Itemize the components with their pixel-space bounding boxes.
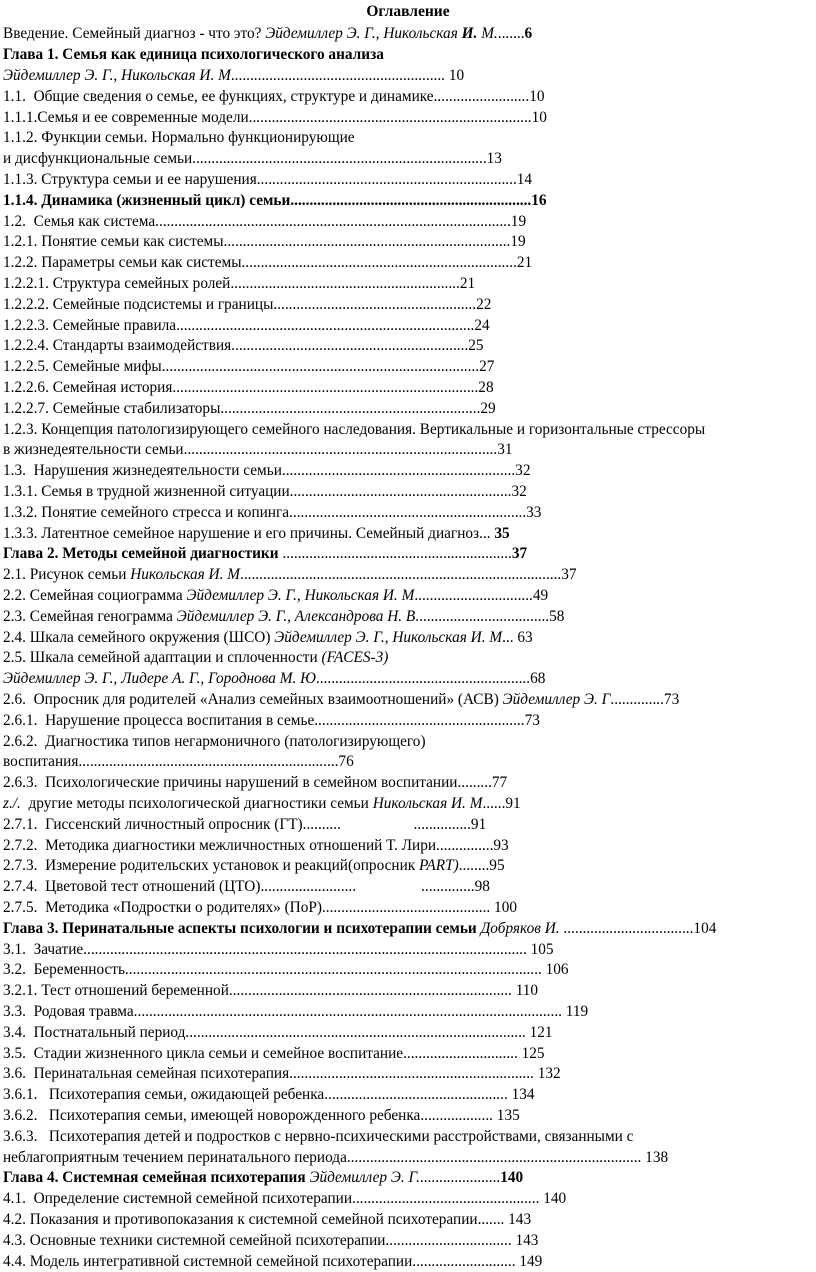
toc-entry-text: ......91 [482,794,521,812]
toc-entry [3,1210,531,1230]
toc-entry [3,565,577,585]
toc-entry-text: 1.2.2.1. Структура семейных ролей............................................................21 [3,274,476,292]
toc-entry [3,1044,545,1064]
toc-entry-text: ...................................58 [415,607,565,625]
toc-entry [3,108,547,128]
toc-entry [3,628,533,648]
toc-entry [3,1085,535,1105]
toc-entry [3,253,532,273]
toc-entry-text: 1.3. Нарушения жизнедеятельности семьи.............................................................32 [3,462,531,480]
toc-entry-text: 3.3. Родовая травма................................................................................................................ 119 [3,1002,589,1020]
toc-entry-text: 4.4. Модель интегративной системной семейной психотерапии........................... 149 [3,1252,543,1270]
toc-entry [3,877,490,897]
toc-entry-text: 1.3.3. Латентное семейное нарушение и его причины. Семейный диагноз... [3,524,495,542]
toc-entry-text: ..................... [419,1169,501,1187]
toc-entry [3,274,475,294]
toc-entry [3,919,716,939]
toc-entry-text: z./. [3,794,21,812]
toc-entry [3,212,526,232]
toc-entry-text: 2.3. Семейная генограмма [3,607,177,625]
toc-entry-text: ..............73 [610,690,680,708]
toc-entry-text: М. [481,25,498,43]
toc-entry-text: Эйдемиллер Э. Г., Никольская И. М [274,628,503,646]
toc-entry [3,1002,588,1022]
toc-entry-text: 1.2.2. Параметры семьи как системы........................................................................21 [3,254,533,272]
toc-entry [3,66,464,86]
toc-entry-text: 6 [524,25,533,43]
toc-entry-text: Добряков И. [480,919,560,937]
toc-entry-text: 2.7.4. Цветовой тест отношений (ЦТО)......................... ..............98 [3,878,490,896]
toc-entry [3,87,545,107]
toc-entry [3,794,521,814]
toc-entry-text: 3.4. Постнатальный период......................................................................................... 121 [3,1023,553,1041]
toc-title: Оглавление [366,3,450,20]
toc-entry-text: 35 [494,524,510,542]
toc-entry-text: 2.6. Опросник для родителей «Анализ семейных взаимоотношений» (АСВ) [3,690,503,708]
toc-entry [3,1231,538,1251]
toc-entry [3,1148,668,1168]
toc-entry-text: Глава 3. Перинатальные аспекты психологии и психотерапии семьи [3,919,481,937]
toc-entry-text: Эйдемиллер Э. Г. [309,1169,420,1187]
toc-entry-text: 2.7.2. Методика диагностики межличностных отношений Т. Лири...............93 [3,836,509,854]
toc-entry-text: 2.7.1. Гиссенский личностный опросник (ГТ).......... ...............91 [3,815,487,833]
toc-entry [3,711,540,731]
toc-entry-text: 3.1. Зачатие.................................................................................................................... 105 [3,940,554,958]
toc-entry-text: Эйдемиллер Э. Г., Александрова Н. В [176,607,416,625]
toc-entry [3,1252,542,1272]
toc-entry [3,1023,553,1043]
toc-entry-text: ....... [497,25,525,43]
toc-entry [3,336,484,356]
toc-entry-text: 2.6.1. Нарушение процесса воспитания в семье.......................................................73 [3,711,540,729]
toc-entry-text: 2.6.3. Психологические причины нарушений в семейном воспитании.........77 [3,774,508,792]
toc-entry-text: ........................................................68 [315,670,546,688]
toc-entry-text: 1.3.2. Понятие семейного стресса и копинга..............................................................33 [3,503,542,521]
toc-entry [3,898,517,918]
toc-entry [3,1189,566,1209]
toc-entry-text: 3.6.3. Психотерапия детей и подростков с нервно-психическими расстройствами, связанными с [3,1127,634,1145]
toc-entry-text: 2.1. Рисунок семьи [3,566,131,584]
toc-entry [3,524,510,544]
toc-entry [3,232,526,252]
toc-entry [3,607,564,627]
toc-entry-text: Введение. Семейный диагноз - что это? [3,25,266,43]
toc-entry [3,669,545,689]
toc-entry-text: 3.5. Стадии жизненного цикла семьи и семейное воспитание.............................. 125 [3,1044,545,1062]
toc-entry-text: ........................................................ 10 [230,66,465,84]
toc-entry-text: 1.2.2.5. Семейные мифы...................................................................................27 [3,358,495,376]
toc-entry-text: воспитания....................................................................76 [3,753,354,771]
toc-entry-text: ............................................................ [282,545,512,563]
toc-entry [3,732,426,752]
toc-entry [3,752,354,772]
toc-entry [3,316,490,336]
toc-entry-text: 3.2.1. Тест отношений беременной.......................................................................... 110 [3,982,539,1000]
toc-entry-text: Никольская И. М [372,794,483,812]
toc-entry-text: (FACES-3) [321,649,389,667]
toc-entry-text: 1.2.2.2. Семейные подсистемы и границы.....................................................22 [3,295,492,313]
toc-entry [3,149,502,169]
toc-entry-text: 1.2.2.3. Семейные правила..............................................................................24 [3,316,490,334]
toc-entry-text: ........95 [458,857,505,875]
toc-entry-text: 37 [511,545,528,563]
toc-entry-text: 4.3. Основные техники системной семейной психотерапии................................. 143 [3,1231,539,1249]
toc-entry-text: 1.1.1.Семья и ее современные модели..........................................................................10 [3,108,547,126]
toc-entry [3,544,527,564]
toc-entry [3,503,541,523]
toc-entry-text: Эйдемиллер Э. Г., Никольская [265,25,462,43]
toc-entry-text: 2.7.3. Измерение родительских установок и реакций(опросник [3,857,420,875]
toc-entry-text: PART) [419,857,459,875]
toc-entry [3,378,494,398]
toc-entry [3,773,507,793]
toc-entry-text: 1.1.3. Структура семьи и ее нарушения....................................................................14 [3,170,533,188]
toc-entry [3,461,530,481]
toc-entry-text: 3.6. Перинатальная семейная психотерапия................................................................ 132 [3,1065,561,1083]
toc-entry-text: ..................................104 [559,919,717,937]
toc-entry [3,856,505,876]
toc-entry-text: неблагоприятным течением перинатального периода............................................................................. 138 [3,1148,669,1166]
toc-entry [3,420,705,440]
toc-entry-text: 4.1. Определение системной семейной психотерапии................................................. 140 [3,1190,567,1208]
toc-entry-text: Эйдемиллер Э. Г., Никольская И. М [186,586,415,604]
toc-entry-text: другие методы психологической диагностики семьи [20,794,373,812]
toc-entry [3,586,548,606]
toc-entry [3,1064,561,1084]
toc-entry [3,960,569,980]
toc-entry-text: Эйдемиллер Э. Г., Никольская И. М [3,66,231,84]
toc-entry-text: и дисфункциональные семьи.............................................................................13 [3,150,502,168]
toc-entry-text: 2.5. Шкала семейной адаптации и сплоченности [3,649,322,667]
toc-entry-text: И. [461,25,482,43]
toc-entry [3,836,509,856]
toc-entry [3,357,494,377]
toc-entry-text: 4.2. Показания и противопоказания к системной семейной психотерапии....... 143 [3,1210,532,1228]
toc-entry [3,191,547,211]
toc-entry-text: 2.4. Шкала семейного окружения (ШСО) [3,628,275,646]
toc-entry [3,440,513,460]
toc-entry [3,940,554,960]
toc-entry-text: 1.1.4. Динамика (жизненный цикл) семьи...............................................................16 [3,191,547,209]
toc-entry-text: 1.1.2. Функции семьи. Нормально функционирующие [3,129,355,147]
toc-entry [3,1127,633,1147]
toc-entry-text: в жизнедеятельности семьи..................................................................................31 [3,441,513,459]
toc-entry-text: 3.2. Беременность............................................................................................................. 106 [3,961,569,979]
toc-entry [3,295,491,315]
toc-entry-text: 2.7.5. Методика «Подростки о родителях» (ПоР)............................................ 100 [3,898,517,916]
toc-entry [3,45,384,65]
toc-entry-text: 2.2. Семейная социограмма [3,586,187,604]
toc-entry [3,1106,520,1126]
toc-entry [3,1168,523,1188]
toc-entry-text: 140 [500,1169,524,1187]
toc-entry-text: 1.2.3. Концепция патологизирующего семейного наследования. Вертикальные и горизонтальные стрессоры [3,420,706,438]
toc-entry [3,981,538,1001]
toc-entry-text: 1.1. Общие сведения о семье, ее функциях, структуре и динамике.........................10 [3,87,545,105]
toc-entry-text: ....................................................................................37 [240,566,577,584]
toc-entry-text: Эйдемиллер Э. Г [502,690,611,708]
toc-entry [3,24,532,44]
toc-entry [3,170,532,190]
toc-entry [3,690,679,710]
toc-entry-text: 2.6.2. Диагностика типов негармоничного (патологизирующего) [3,732,426,750]
toc-entry [3,482,527,502]
toc-entry-text: Глава 2. Методы семейной диагностики [3,545,283,563]
toc-entry-text: 1.2.1. Понятие семьи как системы...........................................................................19 [3,233,526,251]
toc-entry [3,399,496,419]
toc-entry-text: 1.2.2.4. Стандарты взаимодействия..............................................................25 [3,337,484,355]
toc-entry-text: 1.2.2.7. Семейные стабилизаторы....................................................................29 [3,399,496,417]
toc-entry-text: Никольская И. М [130,566,240,584]
toc-entry [3,648,388,668]
toc-entry-text: 1.3.1. Семья в трудной жизненной ситуации..........................................................32 [3,482,527,500]
toc-entry [3,815,486,835]
toc-entry-text: Эйдемиллер Э. Г., Лидере А. Г., Городнова М. Ю [3,670,316,688]
toc-entry-text: Глава 4. Системная семейная психотерапия [3,1169,310,1187]
toc-entry [3,128,355,148]
toc-entry-text: ...............................49 [414,586,549,604]
toc-entry-text: 1.2. Семья как система.............................................................................................19 [3,212,527,230]
toc-entry-text: 3.6.1. Психотерапия семьи, ожидающей ребенка................................................ 134 [3,1086,535,1104]
toc-entry-text: Глава 1. Семья как единица психологического анализа [3,46,384,64]
toc-entry-text: ... 63 [502,628,533,646]
toc-entry-text: 3.6.2. Психотерапия семьи, имеющей новорожденного ребенка................... 135 [3,1106,520,1124]
toc-entry-text: 1.2.2.6. Семейная история................................................................................28 [3,378,494,396]
